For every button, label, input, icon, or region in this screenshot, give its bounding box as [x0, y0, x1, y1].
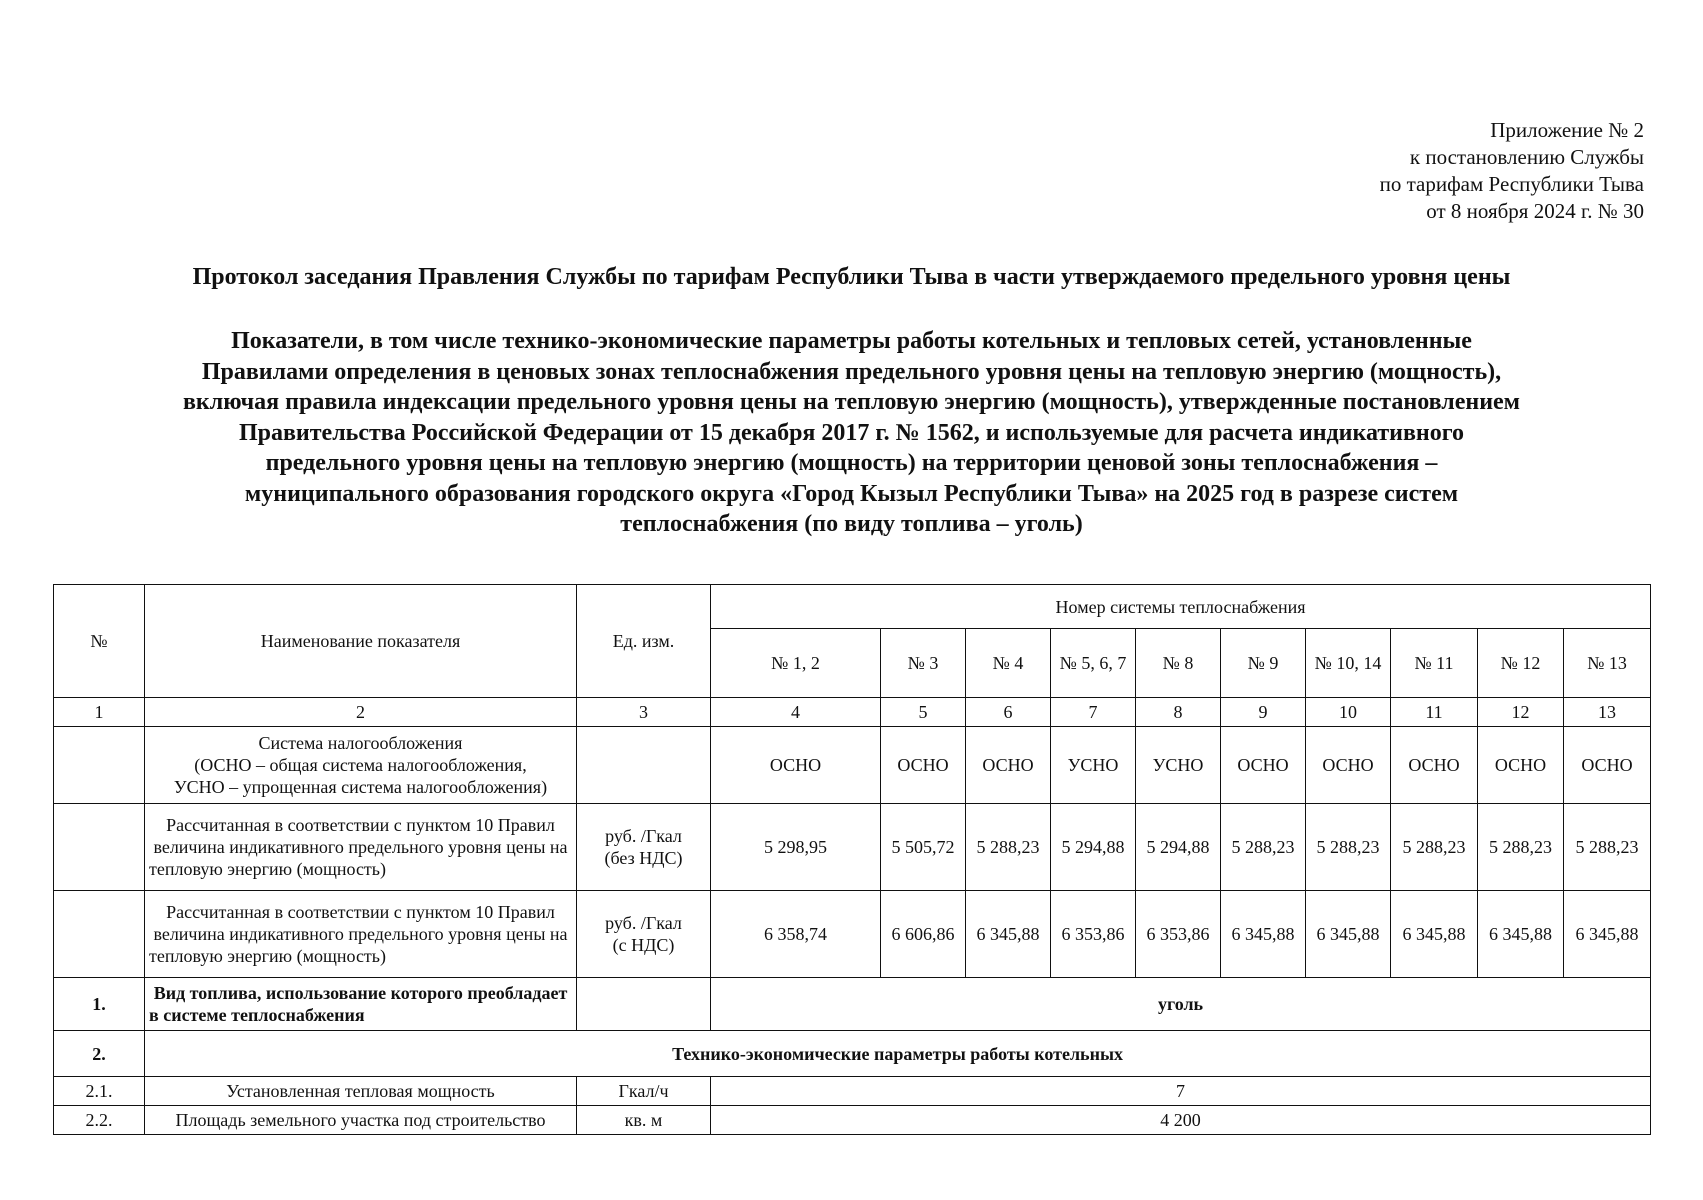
column-number: 3: [577, 698, 711, 727]
column-number: 1: [54, 698, 145, 727]
price-value: 5 298,95: [711, 804, 881, 891]
price-with-vat-name: Рассчитанная в соответствии с пунктом 10 Правил величина индикативного предельного уровня цены на тепловую энергию (мощность): [145, 891, 577, 978]
appendix-block: [1224, 117, 1644, 225]
row-unit: [577, 727, 711, 804]
capacity-name: Установленная тепловая мощность: [145, 1077, 577, 1106]
section-row: [54, 1031, 1651, 1077]
header-number: №: [54, 585, 145, 698]
price-value: 5 288,23: [1478, 804, 1564, 891]
system-header: № 13: [1564, 629, 1651, 698]
tax-system-row: [54, 727, 1651, 804]
table-header-row: [54, 585, 1651, 629]
column-number: 7: [1051, 698, 1136, 727]
name-line: УСНО – упрощенная система налогообложения): [173, 777, 548, 797]
unit-line: руб. /Гкал: [605, 826, 682, 846]
system-header: № 10, 14: [1306, 629, 1391, 698]
protocol-title: Протокол заседания Правления Службы по тарифам Республики Тыва в части утверждаемого предельного уровня цены: [192, 264, 1511, 290]
price-value: 6 358,74: [711, 891, 881, 978]
tax-value: ОСНО: [881, 727, 966, 804]
price-value: 5 294,88: [1051, 804, 1136, 891]
column-number: 5: [881, 698, 966, 727]
system-header: № 12: [1478, 629, 1564, 698]
system-header: № 9: [1221, 629, 1306, 698]
tax-value: ОСНО: [1478, 727, 1564, 804]
row-number: 2.2.: [54, 1106, 145, 1135]
title-line: теплоснабжения (по виду топлива – уголь): [620, 511, 1083, 537]
system-header: № 3: [881, 629, 966, 698]
capacity-value: 7: [711, 1077, 1651, 1106]
appendix-line: Приложение № 2: [1490, 118, 1644, 142]
column-number: 12: [1478, 698, 1564, 727]
tax-value: ОСНО: [1391, 727, 1478, 804]
tax-value: ОСНО: [1221, 727, 1306, 804]
price-value: 5 288,23: [1391, 804, 1478, 891]
price-value: 6 345,88: [1478, 891, 1564, 978]
tax-value: УСНО: [1051, 727, 1136, 804]
header-unit: Ед. изм.: [577, 585, 711, 698]
row-number: [54, 804, 145, 891]
land-area-value: 4 200: [711, 1106, 1651, 1135]
land-area-unit: кв. м: [577, 1106, 711, 1135]
price-value: 6 345,88: [966, 891, 1051, 978]
price-value: 6 345,88: [1306, 891, 1391, 978]
price-value: 6 345,88: [1221, 891, 1306, 978]
tax-value: УСНО: [1136, 727, 1221, 804]
column-number-row: [54, 698, 1651, 727]
name-line: Система налогообложения: [258, 733, 463, 753]
price-value: 5 288,23: [1564, 804, 1651, 891]
capacity-unit: Гкал/ч: [577, 1077, 711, 1106]
title-line: включая правила индексации предельного уровня цены на тепловую энергию (мощность), утвержденные постановлением: [182, 389, 1521, 415]
unit-line: (без НДС): [604, 848, 683, 868]
row-unit: [577, 978, 711, 1031]
price-value: 5 288,23: [966, 804, 1051, 891]
indicators-title: [40, 326, 1663, 540]
indicators-table: [53, 584, 1651, 1135]
row-number: 2.1.: [54, 1077, 145, 1106]
price-with-vat-unit: [577, 891, 711, 978]
appendix-line: к постановлению Службы: [1409, 145, 1644, 169]
price-value: 6 606,86: [881, 891, 966, 978]
tax-system-name: [145, 727, 577, 804]
name-line: (ОСНО – общая система налогообложения,: [194, 755, 527, 775]
column-number: 10: [1306, 698, 1391, 727]
system-header: № 11: [1391, 629, 1478, 698]
system-header: № 5, 6, 7: [1051, 629, 1136, 698]
column-number: 6: [966, 698, 1051, 727]
section-title: Технико-экономические параметры работы котельных: [145, 1031, 1651, 1077]
price-value: 6 353,86: [1051, 891, 1136, 978]
price-with-vat-row: [54, 891, 1651, 978]
column-number: 11: [1391, 698, 1478, 727]
row-number: [54, 727, 145, 804]
land-area-row: [54, 1106, 1651, 1135]
title-line: муниципального образования городского округа «Город Кызыл Республики Тыва» на 2025 год в разрезе систем: [244, 480, 1459, 507]
price-value: 6 345,88: [1564, 891, 1651, 978]
price-value: 6 353,86: [1136, 891, 1221, 978]
tax-value: ОСНО: [711, 727, 881, 804]
column-number: 4: [711, 698, 881, 727]
title-line: Правилами определения в ценовых зонах теплоснабжения предельного уровня цены на тепловую энергию (мощность),: [201, 358, 1502, 385]
tax-value: ОСНО: [1306, 727, 1391, 804]
system-header: № 1, 2: [711, 629, 881, 698]
row-number: 1.: [54, 978, 145, 1031]
title-line: Правительства Российской Федерации от 15 декабря 2017 г. № 1562, и используемые для расчета индикативного: [238, 419, 1465, 446]
tax-value: ОСНО: [1564, 727, 1651, 804]
column-number: 9: [1221, 698, 1306, 727]
header-system-number: Номер системы теплоснабжения: [711, 585, 1651, 629]
title-line: предельного уровня цены на тепловую энергию (мощность) на территории ценовой зоны теплоснабжения –: [265, 450, 1438, 476]
system-header: № 4: [966, 629, 1051, 698]
price-value: 5 505,72: [881, 804, 966, 891]
tax-value: ОСНО: [966, 727, 1051, 804]
appendix-line: по тарифам Республики Тыва: [1379, 172, 1644, 196]
price-value: 5 294,88: [1136, 804, 1221, 891]
price-without-vat-unit: [577, 804, 711, 891]
column-number: 13: [1564, 698, 1651, 727]
column-number: 2: [145, 698, 577, 727]
unit-line: руб. /Гкал: [605, 913, 682, 933]
column-number: 8: [1136, 698, 1221, 727]
price-value: 5 288,23: [1306, 804, 1391, 891]
row-number: 2.: [54, 1031, 145, 1077]
fuel-type-value: уголь: [711, 978, 1651, 1031]
land-area-name: Площадь земельного участка под строительство: [145, 1106, 577, 1135]
price-without-vat-name: Рассчитанная в соответствии с пунктом 10 Правил величина индикативного предельного уровня цены на тепловую энергию (мощность): [145, 804, 577, 891]
fuel-type-row: [54, 978, 1651, 1031]
system-header: № 8: [1136, 629, 1221, 698]
appendix-line: от 8 ноября 2024 г. № 30: [1426, 199, 1644, 223]
row-number: [54, 891, 145, 978]
price-value: 6 345,88: [1391, 891, 1478, 978]
title-line: Показатели, в том числе технико-экономические параметры работы котельных и тепловых сетей, установленные: [231, 328, 1472, 354]
capacity-row: [54, 1077, 1651, 1106]
unit-line: (с НДС): [612, 935, 675, 955]
fuel-type-name: Вид топлива, использование которого преобладает в системе теплоснабжения: [145, 978, 577, 1031]
header-indicator-name: Наименование показателя: [145, 585, 577, 698]
price-value: 5 288,23: [1221, 804, 1306, 891]
price-without-vat-row: [54, 804, 1651, 891]
